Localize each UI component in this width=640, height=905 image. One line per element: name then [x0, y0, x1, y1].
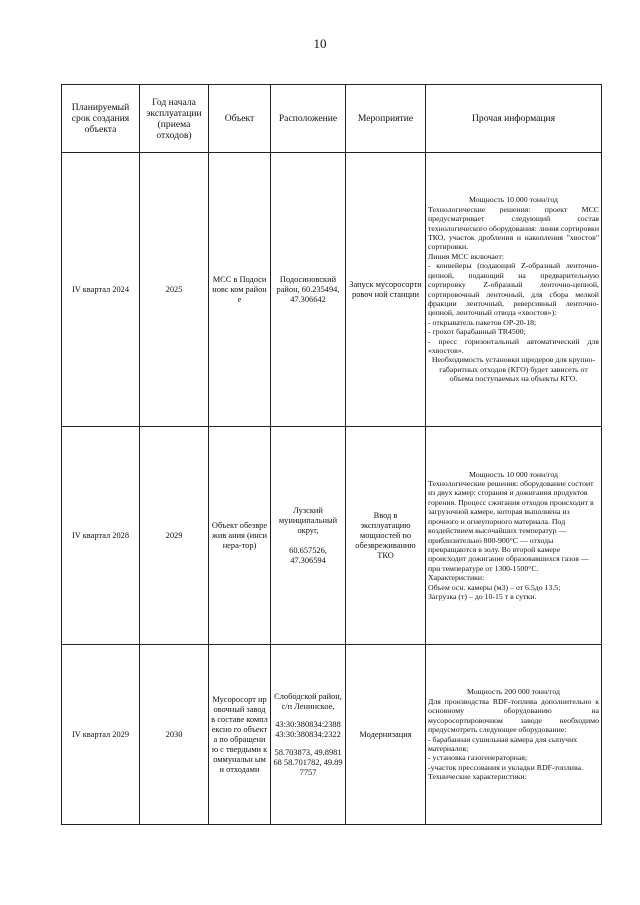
info-paragraph: -участок прессования и укладки RDF-топлива.	[428, 762, 583, 772]
table-row	[62, 427, 602, 645]
deadline-cell: IV квартал 2024	[62, 153, 140, 427]
location-cell: Подосиновский район, 60.235494, 47.306642	[271, 153, 346, 427]
info-paragraph: Технические характеристики:	[428, 772, 527, 782]
info-paragraph: Характеристики:	[428, 573, 485, 583]
start-year-cell: 2030	[140, 645, 209, 825]
other-info-cell	[426, 153, 602, 427]
location-line: 58.703873, 49.898168 58.701782, 49.897757	[273, 747, 343, 777]
info-paragraph: - пресс горизонтальный автоматический для «хвостов».	[428, 336, 599, 355]
info-paragraph: Загрузка (т) – до 10-15 т в сутки.	[428, 591, 537, 601]
header-measure: Мероприятие	[346, 85, 426, 153]
location-line: 60.657526, 47.306594	[289, 545, 327, 565]
info-paragraph: - барабанная сушильная камера для сыпучих материалов;	[428, 734, 578, 753]
header-start-year: Год начала эксплуатации (приема отходов)	[140, 85, 209, 153]
info-paragraph: Технологические решения: проект МСС предусматривает следующий состав технологического оборудования: линия сортировки ТКО, участок дробления и накопления "хвостов" сортировки.	[428, 204, 600, 252]
header-location: Расположение	[271, 85, 346, 153]
info-paragraph: Объем осн. камеры (м3) – от 6.5до 13.5;	[428, 582, 561, 592]
location-cell	[271, 645, 346, 825]
deadline-cell: IV квартал 2029	[62, 645, 140, 825]
info-paragraph: - открыватель пакетов OP-20-18;	[428, 317, 537, 327]
measure-cell: Ввод в эксплуатацию мощностей по обезвреживанию ТКО	[346, 427, 426, 645]
object-cell: Мусоросорт ировочный завод в составе комплексно го объекта по обращению с твердыми коммунальн ыми отходами	[209, 645, 271, 825]
table-row	[62, 153, 602, 427]
page-number: 10	[313, 36, 327, 51]
table-row	[62, 645, 602, 825]
location-cell	[271, 427, 346, 645]
measure-cell: Модернизация	[346, 645, 426, 825]
other-info-cell	[426, 645, 602, 825]
start-year-cell: 2029	[140, 427, 209, 645]
header-other-info: Прочая информация	[426, 85, 602, 153]
location-line: 43:30:380834:2388 43:30:380834:2322	[275, 719, 341, 739]
info-paragraph: - установка газогенераторная;	[428, 753, 528, 763]
location-line: Слободской район, с/п Ленинское,	[274, 691, 342, 711]
object-cell: Объект обезврежив ания (инсинера-тор)	[209, 427, 271, 645]
header-object: Объект	[209, 85, 271, 153]
info-paragraph: Технологические решения: оборудование состоит из двух камер: сгорания и дожигания продуктов горения. Процесс сжигания отходов происходит в загрузочной камере, которая выполнена из прочного и огнеупорного материала. Под воздействием высочайших температур — приблизительно 800-900°C — отходы превращаются в золу. Во второй камере происходит дожигание образовавшихся газов — при температуре от 1300-1500°C.	[428, 479, 594, 573]
other-info-cell	[426, 427, 602, 645]
measure-cell: Запуск мусоросортировоч ной станции	[346, 153, 426, 427]
info-paragraph: Для производства RDF-топлива дополнительно к основному оборудованию на мусоросортировочном заводе необходимо предусмотреть следующее оборудование:	[428, 696, 599, 735]
table-header-row	[62, 85, 602, 153]
deadline-cell: IV квартал 2028	[62, 427, 140, 645]
start-year-cell: 2025	[140, 153, 209, 427]
objects-table	[61, 84, 602, 825]
info-paragraph: - грохот барабанный TR4500;	[428, 327, 526, 337]
info-paragraph: Линия МСС включает:	[428, 251, 504, 261]
info-paragraph: - конвейеры (подающий Z-образный ленточно-цепной, подающий на предварительную сортировку Z-образный ленточно-цепной, сортировочный ленточный, для сбора мелкой фракции ленточный, реверсивный ленточно-цепной, ленточный отвода «хвостов»):	[428, 261, 599, 318]
info-paragraph: Необходимость установки шредеров для крупно-габаритных отходов (КГО) будет зависеть от объема поступаемых на объекты КГО.	[431, 355, 596, 384]
capacity-text: Мощность 10 000 тонн/год	[468, 195, 559, 205]
location-line: Лузский муниципальный округ,	[278, 505, 338, 535]
capacity-text: Мощность 200 000 тонн/год	[467, 687, 560, 697]
capacity-text: Мощность 10 000 тонн/год	[468, 469, 559, 479]
object-cell: МСС в Подосиновс ком районе	[209, 153, 271, 427]
header-deadline: Планируемый срок создания объекта	[62, 85, 140, 153]
